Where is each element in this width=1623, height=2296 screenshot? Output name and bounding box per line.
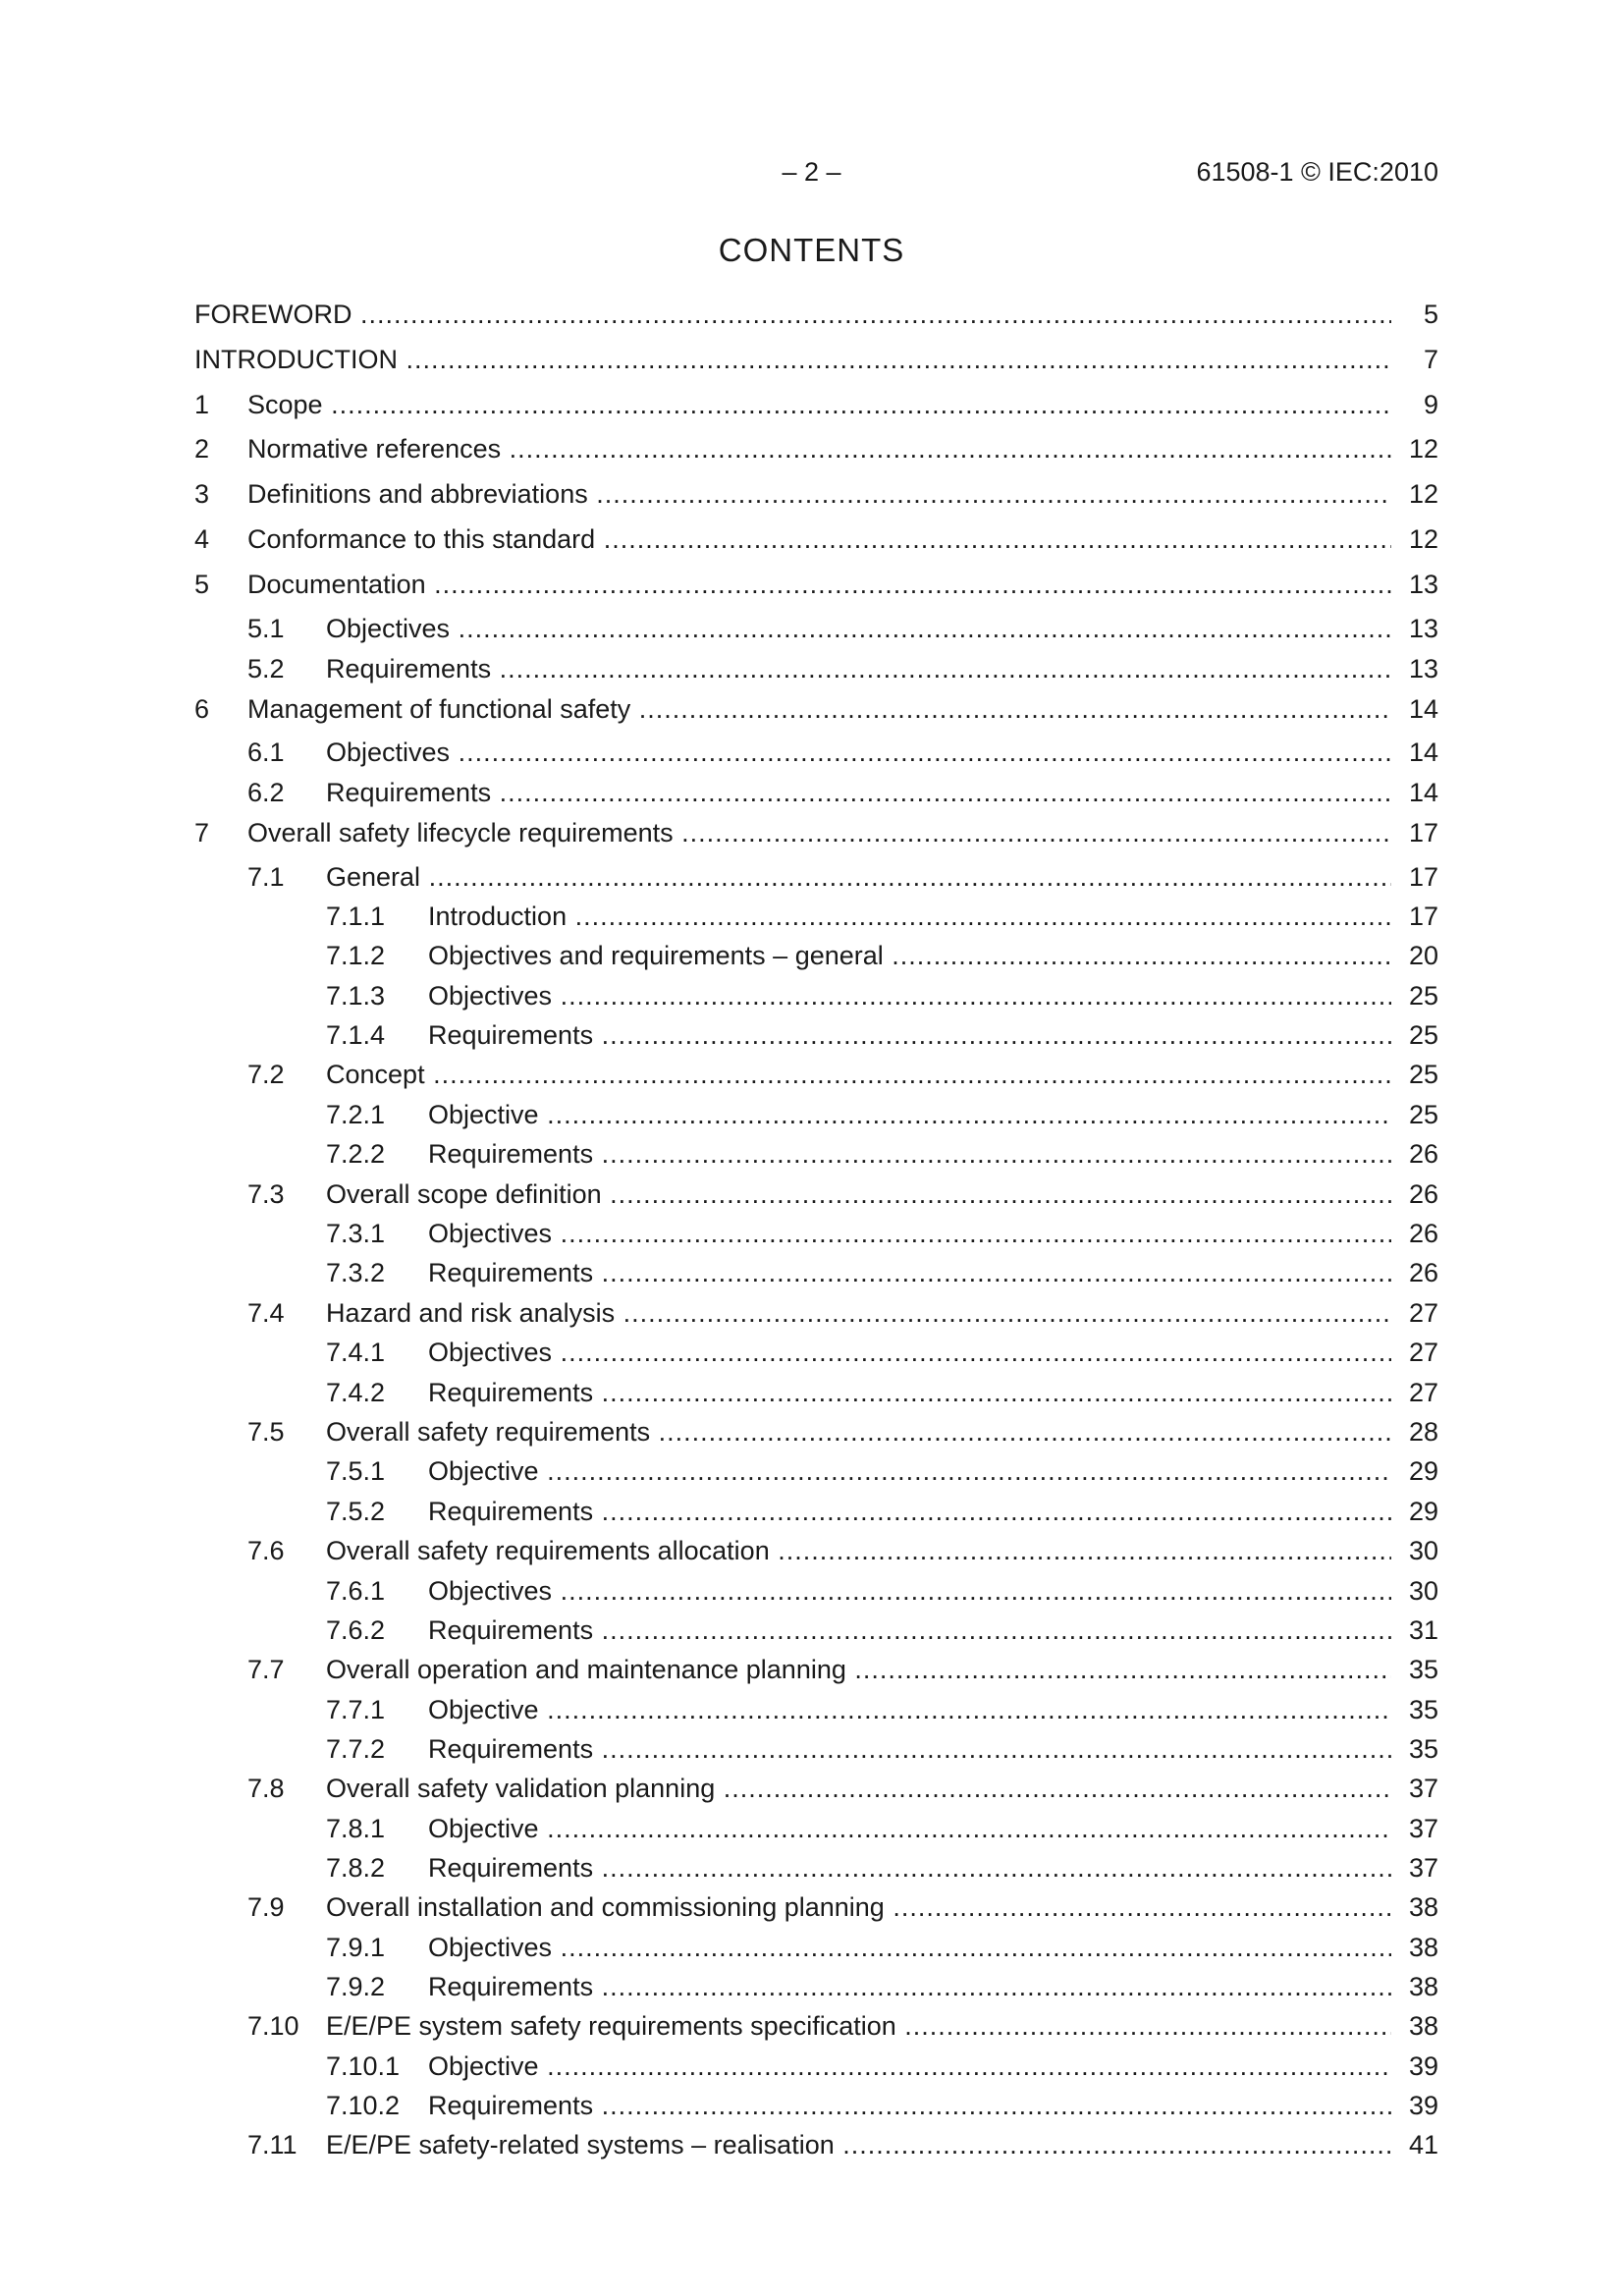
toc-entry-title: Objectives ..... <box>326 735 1391 770</box>
toc-entry-title: Objective ..... <box>428 2049 1391 2084</box>
toc-entry-page: 20 <box>1405 938 1438 973</box>
toc-entry-page: 31 <box>1405 1613 1438 1648</box>
toc-entry-title: Overall safety validation planning ..... <box>326 1771 1391 1806</box>
toc-entry-title: INTRODUCTION ..... <box>194 342 1391 377</box>
toc-entry-page: 38 <box>1405 2008 1438 2044</box>
toc-entry-title: Overall safety requirements ..... <box>326 1414 1391 1449</box>
toc-entry-page: 29 <box>1405 1453 1438 1489</box>
toc-entry[interactable] <box>0 297 1438 332</box>
toc-entry-number: 7.8.2 <box>326 1853 386 1883</box>
toc-entry-page: 35 <box>1405 1652 1438 1687</box>
toc-entry-number: 5 <box>194 570 210 599</box>
toc-entry-title: General ..... <box>326 859 1391 895</box>
toc-entry-page: 37 <box>1405 1811 1438 1846</box>
toc-entry-title: Requirements ..... <box>428 1969 1391 2004</box>
toc-entry-title: Requirements ..... <box>428 1494 1391 1529</box>
toc-entry-title: Requirements ..... <box>428 1731 1391 1767</box>
toc-entry-page: 37 <box>1405 1771 1438 1806</box>
toc-entry[interactable] <box>0 1375 1438 1410</box>
toc-entry-title: Requirements ..... <box>428 1850 1391 1886</box>
toc-entry-page: 25 <box>1405 1017 1438 1053</box>
toc-entry-page: 39 <box>1405 2088 1438 2123</box>
toc-entry-number: 7.10.2 <box>326 2091 401 2120</box>
toc-entry-page: 14 <box>1405 735 1438 770</box>
toc-entry-number: 7.9 <box>247 1892 285 1922</box>
toc-entry[interactable] <box>0 1136 1438 1172</box>
toc-entry-page: 13 <box>1405 567 1438 602</box>
toc-entry[interactable] <box>0 859 1438 895</box>
toc-entry[interactable] <box>0 1652 1438 1687</box>
toc-entry-number: 7.1.3 <box>326 981 386 1011</box>
toc-entry[interactable] <box>0 1613 1438 1648</box>
toc-entry-number: 7.1 <box>247 862 285 892</box>
toc-entry-title: Requirements ..... <box>326 775 1391 810</box>
toc-entry-page: 14 <box>1405 691 1438 727</box>
toc-entry-title: Objectives and requirements – general ..... <box>428 938 1391 973</box>
toc-entry-page: 17 <box>1405 815 1438 850</box>
toc-entry-title: Overall scope definition ..... <box>326 1176 1391 1212</box>
toc-entry[interactable] <box>0 1533 1438 1568</box>
toc-entry-number: 7.6.2 <box>326 1615 386 1645</box>
toc-entry-number: 2 <box>194 434 210 464</box>
toc-entry-number: 7.5.1 <box>326 1456 386 1486</box>
toc-entry-page: 26 <box>1405 1255 1438 1290</box>
toc-entry-number: 7.10.1 <box>326 2051 401 2081</box>
toc-entry-number: 7.6 <box>247 1536 285 1565</box>
toc-entry[interactable] <box>0 1176 1438 1212</box>
toc-entry-title: E/E/PE safety-related systems – realisation ..... <box>326 2127 1391 2162</box>
toc-entry-title: Scope ..... <box>247 387 1391 422</box>
toc-entry[interactable] <box>0 1930 1438 1965</box>
toc-entry-title: Requirements ..... <box>428 1017 1391 1053</box>
toc-entry-number: 5.2 <box>247 654 285 683</box>
toc-entry[interactable] <box>0 1969 1438 2004</box>
toc-entry-title: Requirements ..... <box>428 1613 1391 1648</box>
toc-entry-page: 29 <box>1405 1494 1438 1529</box>
toc-entry-number: 7.3.2 <box>326 1258 386 1287</box>
toc-entry[interactable] <box>0 938 1438 973</box>
toc-entry-number: 6 <box>194 694 210 724</box>
toc-entry[interactable] <box>0 1771 1438 1806</box>
toc-entry-title: FOREWORD ..... <box>194 297 1391 332</box>
toc-entry-number: 7.2.1 <box>326 1100 386 1129</box>
toc-entry-page: 14 <box>1405 775 1438 810</box>
toc-entry[interactable] <box>0 387 1438 422</box>
toc-entry-number: 7.9.2 <box>326 1972 386 2001</box>
toc-entry-number: 7.7 <box>247 1655 285 1684</box>
toc-entry[interactable] <box>0 1216 1438 1251</box>
toc-entry-page: 5 <box>1420 297 1438 332</box>
toc-entry-page: 41 <box>1405 2127 1438 2162</box>
toc-entry-page: 38 <box>1405 1969 1438 2004</box>
toc-entry-page: 39 <box>1405 2049 1438 2084</box>
toc-entry-number: 7.6.1 <box>326 1576 386 1606</box>
toc-entry[interactable] <box>0 1335 1438 1370</box>
toc-entry-page: 25 <box>1405 1097 1438 1132</box>
toc-entry-number: 7.3 <box>247 1179 285 1209</box>
toc-entry[interactable] <box>0 775 1438 810</box>
toc-entry-number: 7.8.1 <box>326 1814 386 1843</box>
toc-entry[interactable] <box>0 2127 1438 2162</box>
toc-entry-title: Overall installation and commissioning planning ..... <box>326 1889 1391 1925</box>
toc-entry[interactable] <box>0 611 1438 646</box>
toc-entry-title: Documentation ..... <box>247 567 1391 602</box>
toc-entry-number: 7.5.2 <box>326 1497 386 1526</box>
toc-entry-title: Requirements ..... <box>428 1375 1391 1410</box>
toc-entry-page: 38 <box>1405 1930 1438 1965</box>
toc-entry-page: 17 <box>1405 899 1438 934</box>
toc-entry-page: 13 <box>1405 651 1438 686</box>
toc-entry-page: 27 <box>1405 1375 1438 1410</box>
toc-entry-number: 7.2.2 <box>326 1139 386 1169</box>
toc-entry[interactable] <box>0 978 1438 1013</box>
toc-entry[interactable] <box>0 431 1438 466</box>
toc-entry[interactable] <box>0 567 1438 602</box>
toc-entry-number: 7.1.2 <box>326 941 386 970</box>
toc-entry-page: 12 <box>1405 476 1438 512</box>
toc-entry-number: 7.9.1 <box>326 1933 386 1962</box>
toc-entry[interactable] <box>0 899 1438 934</box>
toc-entry[interactable] <box>0 1811 1438 1846</box>
toc-entry[interactable] <box>0 1692 1438 1727</box>
toc-entry[interactable] <box>0 1295 1438 1331</box>
toc-entry[interactable] <box>0 815 1438 850</box>
toc-entry-number: 7.3.1 <box>326 1219 386 1248</box>
contents-title: CONTENTS <box>718 232 905 268</box>
toc-entry-number: 7.7.1 <box>326 1695 386 1724</box>
toc-entry-title: Definitions and abbreviations ..... <box>247 476 1391 512</box>
toc-entry-number: 7.4.1 <box>326 1338 386 1367</box>
toc-entry-title: Management of functional safety ..... <box>247 691 1391 727</box>
toc-entry[interactable] <box>0 1889 1438 1925</box>
toc-entry-title: Objectives ..... <box>428 1216 1391 1251</box>
document-id: 61508-1 © IEC:2010 <box>1196 157 1438 187</box>
toc-entry-number: 5.1 <box>247 614 285 643</box>
toc-entry-page: 13 <box>1405 611 1438 646</box>
toc-entry-page: 12 <box>1405 431 1438 466</box>
toc-entry-number: 4 <box>194 524 210 554</box>
toc-entry[interactable] <box>0 651 1438 686</box>
toc-entry-number: 7.8 <box>247 1774 285 1803</box>
toc-entry-title: Requirements ..... <box>428 1255 1391 1290</box>
toc-entry-title: Objective ..... <box>428 1811 1391 1846</box>
toc-entry-number: 7.2 <box>247 1060 285 1089</box>
toc-entry-number: 7.1.4 <box>326 1020 386 1050</box>
toc-entry[interactable] <box>0 1731 1438 1767</box>
toc-entry-page: 37 <box>1405 1850 1438 1886</box>
toc-entry-title: Hazard and risk analysis ..... <box>326 1295 1391 1331</box>
toc-entry-page: 35 <box>1405 1692 1438 1727</box>
toc-entry-page: 26 <box>1405 1216 1438 1251</box>
toc-entry[interactable] <box>0 521 1438 557</box>
toc-entry-page: 27 <box>1405 1295 1438 1331</box>
toc-entry-title: Objectives ..... <box>428 978 1391 1013</box>
toc-entry[interactable] <box>0 691 1438 727</box>
toc-entry-title: Objectives ..... <box>326 611 1391 646</box>
toc-entry[interactable] <box>0 1414 1438 1449</box>
toc-entry-number: 6.2 <box>247 778 285 807</box>
toc-entry-number: 7.11 <box>247 2130 298 2159</box>
toc-entry[interactable] <box>0 1453 1438 1489</box>
toc-entry-page: 27 <box>1405 1335 1438 1370</box>
toc-entry-page: 25 <box>1405 978 1438 1013</box>
toc-entry[interactable] <box>0 1057 1438 1092</box>
toc-entry-title: Requirements ..... <box>428 1136 1391 1172</box>
toc-entry-title: Conformance to this standard ..... <box>247 521 1391 557</box>
toc-entry-page: 28 <box>1405 1414 1438 1449</box>
toc-entry-title: Overall operation and maintenance planning ..... <box>326 1652 1391 1687</box>
toc-entry-page: 26 <box>1405 1136 1438 1172</box>
toc-entry[interactable] <box>0 1255 1438 1290</box>
toc-entry-page: 7 <box>1420 342 1438 377</box>
toc-entry-number: 7.1.1 <box>326 902 386 931</box>
toc-entry[interactable] <box>0 1097 1438 1132</box>
toc-entry-title: Objective ..... <box>428 1692 1391 1727</box>
toc-entry-number: 7.5 <box>247 1417 285 1447</box>
toc-entry[interactable] <box>0 735 1438 770</box>
toc-entry-title: Overall safety requirements allocation ..... <box>326 1533 1391 1568</box>
toc-entry-number: 1 <box>194 390 210 419</box>
toc-entry[interactable] <box>0 2088 1438 2123</box>
toc-entry[interactable] <box>0 476 1438 512</box>
toc-entry-page: 30 <box>1405 1533 1438 1568</box>
toc-entry-page: 9 <box>1420 387 1438 422</box>
toc-entry-page: 26 <box>1405 1176 1438 1212</box>
toc-entry-title: Concept ..... <box>326 1057 1391 1092</box>
toc-entry-title: Objectives ..... <box>428 1335 1391 1370</box>
toc-entry[interactable] <box>0 1494 1438 1529</box>
toc-entry-page: 30 <box>1405 1573 1438 1609</box>
page-number: – 2 – <box>782 157 841 187</box>
toc-entry-title: Overall safety lifecycle requirements ..... <box>247 815 1391 850</box>
toc-entry-page: 35 <box>1405 1731 1438 1767</box>
toc-entry-title: Objective ..... <box>428 1097 1391 1132</box>
toc-entry-title: Introduction ..... <box>428 899 1391 934</box>
toc-entry-page: 38 <box>1405 1889 1438 1925</box>
toc-entry-title: Objectives ..... <box>428 1930 1391 1965</box>
toc-entry[interactable] <box>0 1850 1438 1886</box>
toc-entry-number: 7.4 <box>247 1298 285 1328</box>
toc-entry[interactable] <box>0 2049 1438 2084</box>
toc-entry[interactable] <box>0 342 1438 377</box>
toc-entry-number: 7.10 <box>247 2011 299 2041</box>
toc-entry-title: Requirements ..... <box>428 2088 1391 2123</box>
toc-entry-number: 6.1 <box>247 738 285 767</box>
toc-entry-page: 12 <box>1405 521 1438 557</box>
toc-entry-title: Objective ..... <box>428 1453 1391 1489</box>
toc-entry-title: Normative references ..... <box>247 431 1391 466</box>
toc-entry-page: 25 <box>1405 1057 1438 1092</box>
toc-entry[interactable] <box>0 1573 1438 1609</box>
toc-entry[interactable] <box>0 2008 1438 2044</box>
toc-entry-title: Requirements ..... <box>326 651 1391 686</box>
toc-entry-page: 17 <box>1405 859 1438 895</box>
toc-entry-number: 7.7.2 <box>326 1734 386 1764</box>
toc-entry-number: 3 <box>194 479 210 509</box>
toc-entry-title: E/E/PE system safety requirements specification ..... <box>326 2008 1391 2044</box>
toc-entry[interactable] <box>0 1017 1438 1053</box>
toc-entry-title: Objectives ..... <box>428 1573 1391 1609</box>
toc-entry-number: 7.4.2 <box>326 1378 386 1407</box>
toc-entry-number: 7 <box>194 818 210 847</box>
